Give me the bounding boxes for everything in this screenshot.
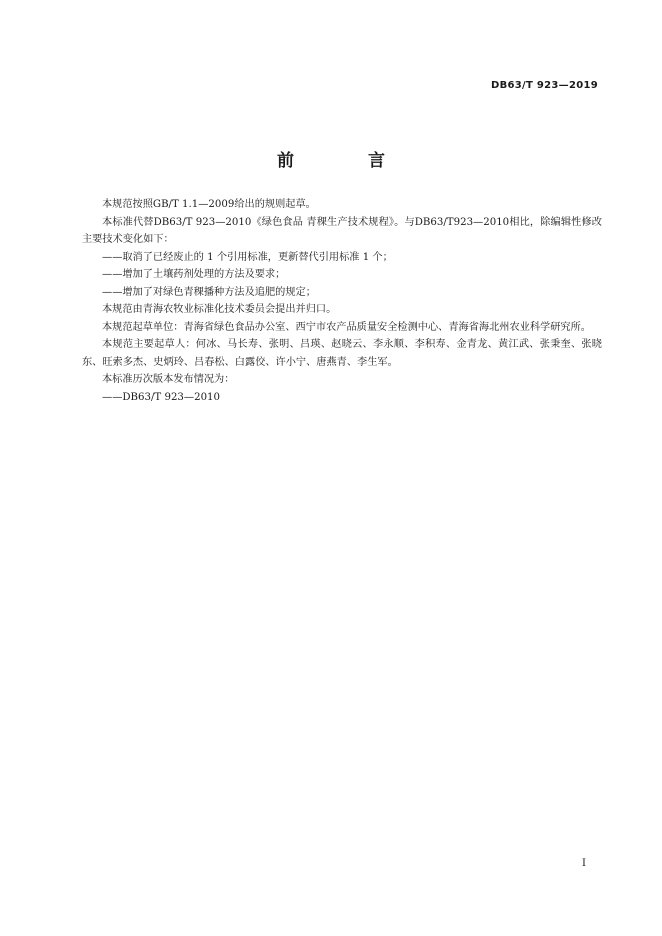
change-item: ——增加了土壤药剂处理的方法及要求； [102,269,286,280]
page-number: I [582,858,586,869]
document-code: DB63/T 923—2019 [491,80,598,91]
history-item: ——DB63/T 923—2010 [102,391,221,403]
change-item: ——增加了对绿色青稞播种方法及追肥的规定； [102,286,316,298]
foreword-body [82,196,602,406]
paragraph-replacement: 本标准代替DB63/T 923—2010《绿色食品 青稞生产技术规程》。与DB63/T923—2010相比，除编辑性修改主要技术变化如下： [82,216,602,245]
paragraph-proposer: 本规范由青海农牧业标准化技术委员会提出并归口。 [102,304,337,315]
paragraph-history: 本标准历次版本发布情况为： [102,374,235,385]
page-title: 前 言 [277,151,419,171]
change-item: ——取消了已经废止的 1 个引用标准，更新替代引用标准 1 个； [102,251,393,263]
paragraph-drafters: 本规范主要起草人：何冰、马长寿、张明、吕瑛、赵晓云、李永顺、李积寿、金青龙、黄江武、张秉奎、张晓东、旺索多杰、史炳玲、吕春松、白露佼、许小宁、唐燕青、李生军。 [82,339,602,368]
paragraph-drafting-units: 本规范起草单位：青海省绿色食品办公室、西宁市农产品质量安全检测中心、青海省海北州农业科学研究所。 [102,321,591,333]
paragraph-drafting-rules: 本规范按照GB/T 1.1—2009给出的规则起草。 [102,199,316,210]
